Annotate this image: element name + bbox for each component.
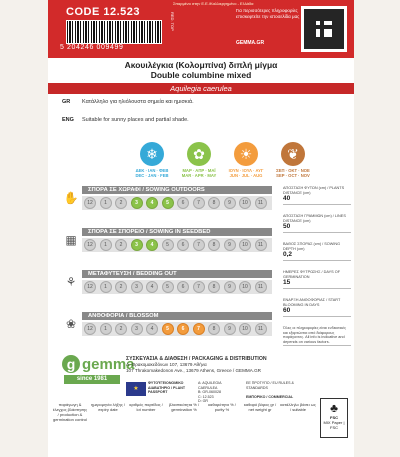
season-label: ΣΕΠ · ΟΚΤ · ΝΟΕ SEP · OCT · NOV xyxy=(276,168,310,178)
month-dot: 4 xyxy=(146,281,158,293)
side-info-text: ΑΠΟΣΤΑΣΗ ΦΥΤΩΝ (cm) / PLANTS DISTANCE (cm) xyxy=(283,186,345,195)
plant-passport: ΦΥΤΟΫΓΕΙΟΝΟΜΙΚΟ ΔΙΑΒΑΤΗΡΙΟ / PLANT PASSPORT A: AQUILEGIA CAERULEA B: GR-060028 C: 12.523 D: GR EE ΠΡΟΤΥΠΟ / EU RULES & STANDARDS ΕΜΠΟΡΙΚΟ / COMMERCIAL xyxy=(148,381,294,403)
month-dot: 9 xyxy=(224,197,236,209)
schedule-row xyxy=(62,186,277,212)
side-info-item xyxy=(283,270,351,289)
tree-icon: ♣ xyxy=(330,401,338,415)
description-gr: Κατάλληλο για ηλιόλουστα σημεία και ημισκιά. xyxy=(82,99,194,105)
month-dot: 8 xyxy=(208,323,220,335)
bottom-field: βλαστικότητα % / germination % xyxy=(168,402,200,412)
month-dot: 11 xyxy=(255,323,267,335)
side-info-text: ΒΑΘΟΣ ΣΠΟΡΑΣ (cm) / SOWING DEPTH (cm) xyxy=(283,242,341,251)
bottom-field: κατάλληλο βάσει ως / suitable xyxy=(280,402,316,412)
month-dot: 5 xyxy=(162,281,174,293)
month-dot: 5 xyxy=(162,323,174,335)
bottom-field: ημερομηνία λήξης / expiry date xyxy=(90,402,126,412)
info-note: Για περισσότερες πληροφορίες επισκεφτείτε την ιστοσελίδα μας xyxy=(236,8,300,19)
month-dot: 3 xyxy=(131,197,143,209)
latin-name: Aquilegia caerulea xyxy=(48,83,354,94)
schedule-label: ΜΕΤΑΦΥΤΕΥΣΗ / BEDDING OUT xyxy=(82,270,272,278)
lang-en: ENG xyxy=(62,117,74,123)
month-dot: 11 xyxy=(255,239,267,251)
vertical-text: RED. TOP xyxy=(170,12,175,31)
month-dot: 2 xyxy=(115,197,127,209)
logo-text: gemma xyxy=(82,356,135,373)
month-dot: 12 xyxy=(84,281,96,293)
month-dot: 12 xyxy=(84,197,96,209)
side-info-item xyxy=(283,242,351,261)
month-dot: 3 xyxy=(131,281,143,293)
month-dot: 10 xyxy=(239,281,251,293)
month-dot: 6 xyxy=(177,197,189,209)
side-info-value: 60 xyxy=(283,307,291,314)
side-info-value: 40 xyxy=(283,195,291,202)
side-info-text: ΕΝΑΡΞΗ ΑΝΘΟΦΟΡΙΑΣ / START BLOOMING IN DAYS xyxy=(283,298,341,307)
month-dot: 1 xyxy=(100,197,112,209)
month-track xyxy=(82,280,272,294)
month-dot: 10 xyxy=(239,239,251,251)
month-dot: 8 xyxy=(208,281,220,293)
flower-icon: ✿ xyxy=(187,142,211,166)
snowflake-icon: ❄ xyxy=(140,142,164,166)
top-small-text: Σπαρμένο στην Ε.Ε./Καλλιεργημένο - Ελλάδα xyxy=(173,1,254,6)
side-info-value: 50 xyxy=(283,223,291,230)
schedule-row xyxy=(62,228,277,254)
lang-gr: GR xyxy=(62,99,71,105)
month-dot: 9 xyxy=(224,323,236,335)
blossom-icon: ❀ xyxy=(65,317,77,331)
month-dot: 11 xyxy=(255,281,267,293)
eu-flag-icon: ★ xyxy=(126,382,146,396)
seed-packet-back xyxy=(48,0,354,457)
month-track xyxy=(82,322,272,336)
month-dot: 6 xyxy=(177,323,189,335)
barcode-number: 5 204246 009499 xyxy=(60,44,124,51)
month-dot: 2 xyxy=(115,239,127,251)
side-info-value: 0,2 xyxy=(283,251,293,258)
month-dot: 1 xyxy=(100,323,112,335)
qr-code-icon[interactable] xyxy=(301,6,347,52)
side-info-item xyxy=(283,214,351,233)
bedding-out-icon: ⚘ xyxy=(65,275,77,289)
sun-icon: ☀ xyxy=(234,142,258,166)
month-dot: 3 xyxy=(131,323,143,335)
schedule-row xyxy=(62,312,277,338)
bottom-field: αριθμός παρτίδας / lot number xyxy=(129,402,163,412)
packaging-title: ΣΥΣΚΕΥΑΣΙΑ & ΔΙΑΘΕΣΗ / PACKAGING & DISTRIBUTION xyxy=(126,356,267,362)
description-en: Suitable for sunny places and partial shade. xyxy=(82,117,189,123)
packaging-info xyxy=(126,356,267,374)
month-dot: 5 xyxy=(162,197,174,209)
season-1 xyxy=(177,142,221,178)
month-dot: 1 xyxy=(100,281,112,293)
season-2 xyxy=(224,142,268,178)
side-info-text: Όλες οι πληροφορίες είναι ενδεικτικές και εξαρτώνται από διάφορους παράγοντες. All info is indicative and depends on various factors. xyxy=(283,326,346,344)
side-info-value: 15 xyxy=(283,279,291,286)
month-dot: 4 xyxy=(146,239,158,251)
bottom-info xyxy=(48,400,354,457)
month-dot: 8 xyxy=(208,197,220,209)
side-info-item xyxy=(283,298,351,317)
sowing-outdoors-icon: ✋ xyxy=(63,191,79,205)
season-0 xyxy=(130,142,174,178)
month-dot: 7 xyxy=(193,281,205,293)
month-dot: 7 xyxy=(193,239,205,251)
month-dot: 2 xyxy=(115,281,127,293)
side-info-item xyxy=(283,326,351,346)
schedule-label: ΣΠΟΡΑ ΣΕ ΣΠΟΡΕΙΟ / SOWING IN SEEDBED xyxy=(82,228,272,236)
side-info-text: ΑΠΟΣΤΑΣΗ ΓΡΑΜΜΩΝ (cm) / LINES DISTANCE (cm) xyxy=(283,214,346,223)
month-dot: 4 xyxy=(146,197,158,209)
month-dot: 3 xyxy=(131,239,143,251)
month-dot: 12 xyxy=(84,239,96,251)
product-name-en: Double columbine mixed xyxy=(150,70,252,80)
month-dot: 2 xyxy=(115,323,127,335)
schedule-row xyxy=(62,270,277,296)
month-track xyxy=(82,238,272,252)
season-3 xyxy=(271,142,315,178)
month-dot: 4 xyxy=(146,323,158,335)
season-label: ΜΑΡ · ΑΠΡ · ΜΑΪ MAR · APR · MAY xyxy=(181,168,217,178)
side-info-text: ΗΜΕΡΕΣ ΦΥΤΡΩΣΗΣ / DAYS OF GERMINATION xyxy=(283,270,341,279)
barcode-icon xyxy=(66,20,162,44)
schedule-label: ΑΝΘΟΦΟΡΙΑ / BLOSSOM xyxy=(82,312,272,320)
logo-mark: g xyxy=(62,355,80,373)
leaf-icon: ❦ xyxy=(281,142,305,166)
bottom-field: καθαρότητα % / purity % xyxy=(208,402,236,412)
month-track xyxy=(82,196,272,210)
month-dot: 12 xyxy=(84,323,96,335)
product-name-gr: Ακουιλέγκια (Κολομπίνα) διπλή μίγμα xyxy=(124,60,278,70)
month-dot: 6 xyxy=(177,239,189,251)
bottom-field: παράγωγη & έλεγχος βλάστησης / production & germination control xyxy=(52,402,88,422)
month-dot: 11 xyxy=(255,197,267,209)
season-legend xyxy=(122,142,354,182)
since-badge: since 1981 xyxy=(64,375,120,384)
bottom-field: καθαρό βάρος gr / net weight gr xyxy=(243,402,277,412)
header-bar xyxy=(48,0,354,58)
address-gr: Λ. Θρακομακεδόνων 107, 13679 Αθήνα xyxy=(126,362,207,367)
schedule-label: ΣΠΟΡΑ ΣΕ ΧΩΡΑΦΙ / SOWING OUTDOORS xyxy=(82,186,272,194)
side-info-item xyxy=(283,186,351,205)
season-label: ΙΟΥΝ · ΙΟΥΛ · ΑΥΓ JUN · JUL · AUG xyxy=(228,168,264,178)
month-dot: 10 xyxy=(239,197,251,209)
website-link[interactable]: GEMMA.GR xyxy=(236,40,265,46)
month-dot: 9 xyxy=(224,239,236,251)
gemma-logo xyxy=(62,355,135,382)
address-en: 107 Thrakomakedonon Ave., 13679 Athens, Greece / GEMMA.GR xyxy=(126,368,261,373)
season-label: ΔΕΚ · ΙΑΝ · ΦΕΒ DEC · JAN · FEB xyxy=(135,168,169,178)
fsc-badge: ♣ FSC MIX Paper | FSC xyxy=(320,398,348,438)
month-dot: 9 xyxy=(224,281,236,293)
seedbed-icon: ▦ xyxy=(65,233,77,247)
month-dot: 8 xyxy=(208,239,220,251)
month-dot: 7 xyxy=(193,197,205,209)
month-dot: 6 xyxy=(177,281,189,293)
month-dot: 1 xyxy=(100,239,112,251)
month-dot: 7 xyxy=(193,323,205,335)
month-dot: 10 xyxy=(239,323,251,335)
month-dot: 5 xyxy=(162,239,174,251)
product-code: CODE 12.523 xyxy=(66,6,140,18)
